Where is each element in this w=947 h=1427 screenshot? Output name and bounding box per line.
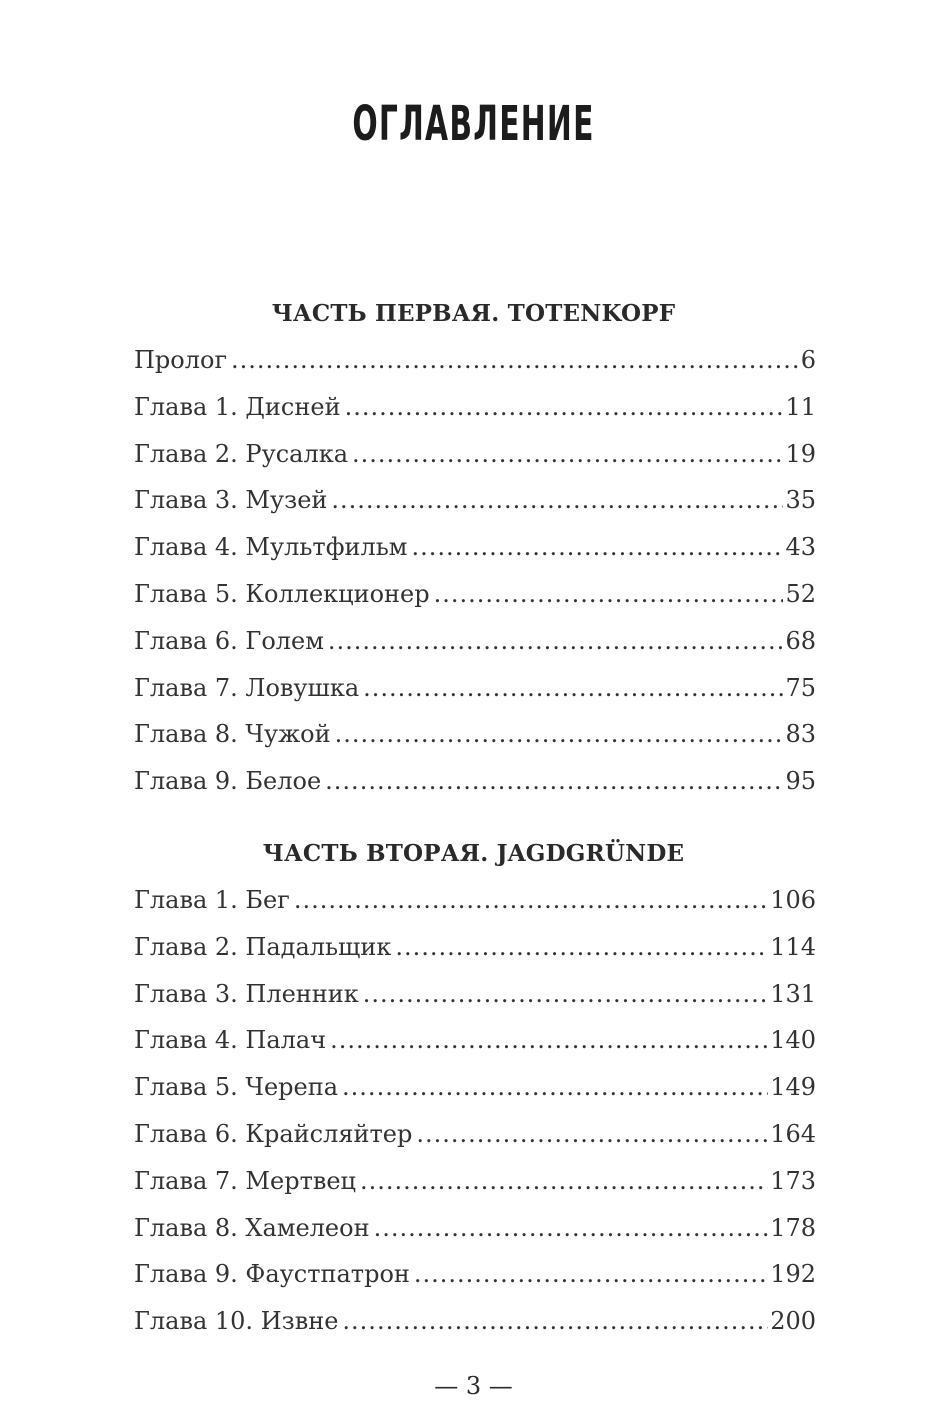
- toc-entry-label: Глава 1. Бег: [134, 886, 290, 914]
- dot-leader: [294, 885, 768, 915]
- dot-leader: [360, 1166, 768, 1196]
- toc-entry-label: Глава 6. Крайсляйтер: [134, 1119, 413, 1148]
- toc-entry-label: Глава 1. Дисней: [134, 392, 341, 421]
- toc-entry-label: Глава 9. Фаустпатрон: [134, 1260, 410, 1289]
- toc-entry: [134, 673, 816, 720]
- dot-leader: [345, 392, 784, 422]
- dot-leader: [352, 439, 783, 469]
- toc-entry-label: Глава 5. Коллекционер: [134, 579, 430, 608]
- dot-leader: [434, 579, 784, 609]
- dot-leader: [395, 932, 768, 962]
- toc-entry-page: 164: [770, 1119, 816, 1148]
- toc-entry-label: Глава 9. Белое: [134, 767, 322, 796]
- toc-entry-page: 95: [785, 767, 816, 796]
- toc-entry-page: 178: [770, 1213, 816, 1242]
- toc-entry: [134, 345, 816, 392]
- toc-entry-label: Глава 7. Мертвец: [134, 1166, 356, 1195]
- page-title: ОГЛАВЛЕНИЕ: [352, 96, 595, 152]
- part-two-toc-list: [134, 885, 816, 1353]
- toc-entry-label: Глава 8. Хамелеон: [134, 1213, 370, 1242]
- toc-entry-page: 43: [785, 533, 816, 562]
- toc-entry-label: Глава 8. Чужой: [134, 720, 331, 749]
- toc-entry-label: Глава 2. Русалка: [134, 439, 348, 468]
- toc-entry: [134, 392, 816, 439]
- toc-entry-label: Глава 5. Черепа: [134, 1073, 339, 1102]
- toc-entry-page: 200: [770, 1307, 816, 1336]
- toc-entry-label: Глава 3. Пленник: [134, 979, 359, 1008]
- toc-entry: [134, 719, 816, 766]
- dot-leader: [416, 1119, 768, 1149]
- dot-leader: [342, 1306, 768, 1336]
- toc-entry-page: 173: [770, 1166, 816, 1195]
- dot-leader: [363, 673, 783, 703]
- toc-entry-label: Глава 7. Ловушка: [134, 673, 360, 702]
- toc-entry-label: Пролог: [134, 346, 228, 374]
- toc-entry-label: Глава 2. Падальщик: [134, 932, 392, 961]
- dot-leader: [325, 766, 783, 796]
- toc-entry: [134, 579, 816, 626]
- toc-entry-label: Глава 6. Голем: [134, 626, 324, 655]
- toc-entry-page: 140: [770, 1026, 816, 1055]
- dot-leader: [342, 1072, 768, 1102]
- toc-entry: [134, 439, 816, 486]
- part-two-heading: ЧАСТЬ ВТОРАЯ. JAGDGRÜNDE: [262, 840, 685, 867]
- part-one-toc-list: [134, 345, 816, 813]
- toc-entry: [134, 1025, 816, 1072]
- toc-entry: [134, 766, 816, 813]
- toc-entry-page: 114: [770, 932, 816, 961]
- toc-entry: [134, 1072, 816, 1119]
- dot-leader: [330, 1025, 768, 1055]
- toc-entry: [134, 532, 816, 579]
- toc-entry-label: Глава 4. Палач: [134, 1026, 327, 1055]
- toc-entry-page: 35: [785, 486, 816, 515]
- toc-entry-page: 83: [785, 720, 816, 749]
- toc-entry: [134, 932, 816, 979]
- toc-entry-page: 192: [770, 1260, 816, 1289]
- toc-entry: [134, 1259, 816, 1306]
- toc-entry-page: 149: [770, 1073, 816, 1102]
- toc-entry-page: 75: [785, 673, 816, 702]
- toc-entry-page: 106: [770, 886, 816, 914]
- toc-entry: [134, 1306, 816, 1353]
- toc-entry: [134, 1213, 816, 1260]
- dot-leader: [331, 485, 783, 515]
- toc-entry-page: 19: [785, 439, 816, 468]
- dot-leader: [328, 626, 784, 656]
- page-number: — 3 —: [434, 1372, 513, 1400]
- dot-leader: [411, 532, 783, 562]
- toc-entry: [134, 885, 816, 932]
- dot-leader: [335, 719, 784, 749]
- toc-entry-page: 131: [770, 979, 816, 1008]
- toc-entry: [134, 485, 816, 532]
- toc-entry: [134, 626, 816, 673]
- dot-leader: [231, 345, 799, 375]
- toc-entry-label: Глава 10. Извне: [134, 1307, 339, 1336]
- toc-entry: [134, 1166, 816, 1213]
- toc-entry: [134, 1119, 816, 1166]
- toc-entry: [134, 979, 816, 1026]
- toc-entry-label: Глава 4. Мультфильм: [134, 533, 408, 562]
- toc-entry-page: 11: [785, 392, 816, 421]
- dot-leader: [414, 1259, 768, 1289]
- toc-entry-page: 68: [785, 626, 816, 655]
- toc-entry-page: 6: [800, 346, 816, 374]
- part-one-heading: ЧАСТЬ ПЕРВАЯ. TOTENKOPF: [271, 300, 676, 327]
- dot-leader: [363, 979, 768, 1009]
- dot-leader: [374, 1213, 769, 1243]
- toc-entry-page: 52: [785, 579, 816, 608]
- toc-entry-label: Глава 3. Музей: [134, 486, 328, 515]
